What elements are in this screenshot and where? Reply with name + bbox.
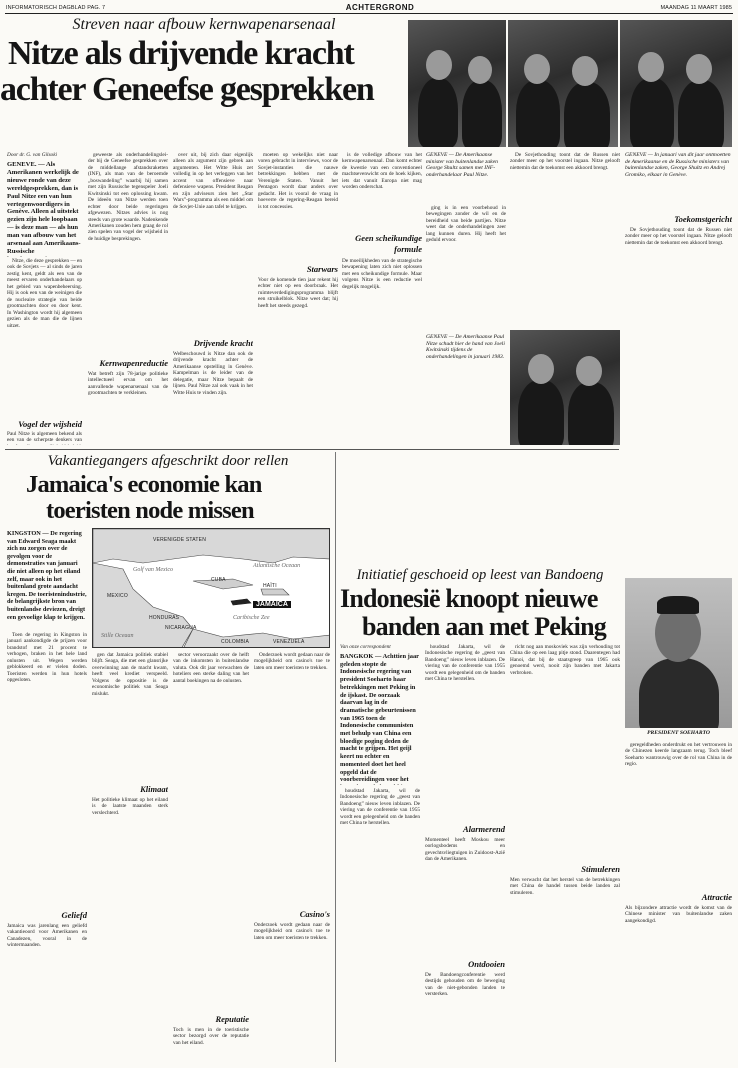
story2-subhead-klimaat: Klimaat (140, 784, 168, 794)
story3-subhead-ontdooien: Ontdooien (468, 959, 505, 969)
story1-col5: is de volledige afbouw van het kernwapenarsenaal. Dan komt echter de kwestie van een conventioneel machtsevenwicht om de hoek kijken, iets dat vanuit Europa niet mag worden onderschat. (342, 152, 422, 191)
story3-lead: BANGKOK — Achttien jaar geleden stopte de Indonesische regering van president Soeharto haar betrekkingen met Peking in de ijskast. De oorzaak daarvan lag in de dramatische gebeurtenissen van 1965 toen de Indonesische communisten met behulp van China een bloedige poging deden de macht te grijpen. Het geijl keert nu echter en momenteel doet het heel opgeld dat de voorbereidingen voor het (340, 653, 419, 784)
story3-subhead-stimuleren: Stimuleren (581, 864, 620, 874)
story1-col8: De Sovjethouding toont dat de Russen niet zonder meer op het voorstel ingaan. Nitze gelooft niettemin dat de toekomst een akkoord brengt. (625, 227, 732, 246)
section-title: ACHTERGROND (345, 3, 415, 12)
map-label-mexico: MEXICO (107, 593, 128, 599)
map-label-gulf: Golf van Mexico (133, 567, 173, 573)
map-label-venezuela: VENEZUELA (273, 639, 305, 645)
story1-title-line2: achter Geneefse gesprekken (0, 72, 374, 108)
photo-shultz-gromiko (620, 20, 732, 147)
map-label-nicaragua: NICARAGUA (165, 625, 197, 631)
story3-col3b: Men verwacht dat het herstel van de betrekkingen met China de handel tussen beide landen zal stimuleren. (510, 877, 620, 896)
story2-col1b: Jamaica was jarenlang een geliefd vakantieoord voor Amerikanen en Canadezen, vooral in de wintermaanden. (7, 923, 87, 949)
page-header-left: INFORMATORISCH DAGBLAD PAG. 7 (6, 5, 106, 11)
caption-shultz-gromiko: GENEVE — In januari van dit jaar ontmoetten de Amerikaanse en de Russische ministers van buitenlandse zaken, George Shultz en Andrej Gromiko, elkaar in Genève. (625, 152, 731, 178)
story1-bottom-rule (5, 449, 619, 450)
story2-col4b: Onderzoek wordt gedaan naar de mogelijkheid om casino's toe te laten om meer toeristen te trekken. (254, 922, 330, 941)
photo-nitze-handshake (510, 330, 620, 445)
page-date: MAANDAG 11 MAART 1985 (660, 5, 732, 11)
map-label-cuba: CUBA (211, 577, 226, 583)
story1-col7: De Sovjethouding toont dat de Russen niet zonder meer op het voorstel ingaan. Nitze gelooft niettemin dat de toekomst een akkoord brengt. (510, 152, 620, 171)
map-label-atlantic: Atlantische Oceaan (253, 563, 301, 569)
photo-geneva-delegation (508, 20, 618, 147)
story1-col1b: Paul Nitze is algemeen bekend als een van de scherpste denkers van (7, 431, 82, 444)
story2-subhead-casinos: Casino's (299, 909, 330, 919)
story3-col4b: Als bijzondere attractie wordt de komst van de Chinese minister van buitenlandse zaken aangekondigd. (625, 905, 732, 924)
story3-title-line2: banden aan met Peking (362, 613, 606, 641)
story2-col2b: Het politieke klimaat op het eiland is de laatste maanden sterk verslechterd. (92, 797, 168, 816)
story2-kicker: Vakantiegangers afgeschrikt door rellen (47, 453, 289, 469)
story1-subhead-vogel: Vogel der wijsheid (18, 419, 82, 429)
story3-byline: Van onze correspondent (340, 644, 391, 650)
map-label-caribbean-sea: Caribische Zee (233, 615, 270, 621)
story3-subhead-attractie: Attractie (701, 892, 732, 902)
photo-shultz-nitze (408, 20, 506, 147)
story1-col4: moeten op wekelijks niet naar voren gebracht in interviews, voor de Sovjet-instanties die nauwe betrekkingen hebben met de Verenigde Staten. Vanuit het Pentagon wordt daar anders over gedacht. Het is vooral de vraag in hoeverre de regering-Reagan bereid is tot concessies. (258, 152, 338, 210)
story1-subhead-geen-scheikundige-formule: Geen scheikundige formule (355, 233, 422, 254)
story2-title-line1: Jamaica's economie kan (26, 471, 262, 498)
story3-col2: houdstad Jakarta, wil de Indonesische regering de „geest van Bandoeng” nieuw leven inblazen. De viering van de conferentie van 1955 wordt een gelegenheid om de banden met China te herstellen. (425, 644, 505, 683)
story3-subhead-alarmerend: Alarmerend (462, 824, 505, 834)
story2-subhead-reputatie: Reputatie (215, 1014, 249, 1024)
story2-col3: sector veroorzaakt over de helft van de inkomsten in buitenlandse valuta. Ook dit jaar verwachten de hoteliers een sterke daling van het aantal boekingen na de onlusten. (173, 652, 249, 684)
story1-lead: GENEVE. — Als Amerikanen werkelijk de nieuwe ronde van deze wereldgesprekken, dan is Paul Nitze een van hun vertegenwoordigers in Genève. Alleen al uitstekt gezien zijn hele loopbaan — is deze man — als hun man van afbouw van het arsenaal aan Amerikaans-Russische (7, 161, 81, 255)
story3-col1: houdstad Jakarta, wil de Indonesische regering de „geest van Bandoeng” nieuw leven inblazen. De viering van de conferentie van 1955 wordt een gelegenheid om de banden met China te herstellen. (340, 788, 420, 827)
story3-col2c: De Bandoengconferentie werd destijds gehouden om de beweging van de niet-gebonden landen te versterken. (425, 972, 505, 998)
story2-col2: gen dat Jamaica politiek stabiel blijft. Seaga, die met een glansrijke overwinning aan de macht kwam, heeft veel krediet verspeeld. Volgens de oppositie is de economische politiek van Seaga mislukt. (92, 652, 168, 697)
map-label-haiti: HAÏTI (263, 583, 277, 589)
photo-president-soeharto (625, 578, 732, 728)
story2-subhead-geliefd: Geliefd (61, 910, 87, 920)
map-label-honduras: HONDURAS (149, 615, 180, 621)
story1-col3: over uit, bij zich daar eigenlijk alleen als argument zijn gebrek aan argumenten. Het Witte Huis zet volledig in op het verleggen van het accent van offensieve naar defensieve wapens. President Reagan en zijn adviseurs zien het „Star Wars”-programma als een middel om de Sovjet-Unie aan tafel te krijgen. (173, 152, 253, 210)
map-label-jamaica: JAMAICA (253, 601, 291, 608)
map-label-usa: VERENIGDE STATEN (153, 537, 207, 543)
story3-title-line1: Indonesië knoopt nieuwe (340, 585, 598, 613)
story1-col5b: De moeilijkheden van de strategische bewapening laten zich niet oplossen met een scheikundige formule. Maar volgens Nitze is een reductie wel degelijk mogelijk. (342, 258, 422, 290)
story1-subhead-starwars: Starwars (306, 264, 338, 274)
map-label-pacific: Stille Oceaan (101, 633, 134, 639)
story1-subhead-toekomstgericht: Toekomstgericht (674, 214, 732, 224)
story2-col1: Toen de regering in Kingston in januari aankondigde de prijzen voor brandstof met 21 procent te verhogen, braken in het hele land onlusten uit. Wegen werden geblokkeerd en er vielen doden. Toeristen werden in hun hotels opgesloten. (7, 632, 87, 684)
story1-subhead-kernwapenreductie: Kernwapenreductie (99, 358, 168, 368)
story3-col3: richt nog aan moskoviek was zijn verhouding tot China die op een laag pitje stond. Daarentegen had Hanoi, dat bij de staatsgreep van 1965 ook genoemd werd, nooit zijn banden met Jakarta verbroken. (510, 644, 620, 676)
story1-col6: ging is in een voorbehoud in bewegingen zonder de wil en de bereidheid van beide partijen. Nitze weet dat de onderhandelingen zeer lang kunnen duren. Hij heeft het geduld ervoor. (426, 205, 506, 244)
story2-col3c: Toch is men in de toeristische sector bezorgd over de reputatie van het eiland. (173, 1027, 249, 1046)
story1-subhead-drijvende-kracht: Drijvende kracht (193, 338, 253, 348)
story3-col4: geregeldheden onderdrukt en het vertrouwen in de Chinezen keerde langzaam terug. Toch bleef Soeharto wantrouwig over de rol van China in de regio. (625, 742, 732, 768)
story2-title-line2: toeristen node missen (46, 497, 254, 524)
story-divider (335, 452, 336, 1062)
story2-col4: Onderzoek wordt gedaan naar de mogelijkheid om casino's toe te laten om meer toeristen te trekken. (254, 652, 330, 671)
story3-kicker: Initiatief geschoeid op leest van Bandoeng (356, 567, 604, 583)
map-caribbean (92, 528, 330, 648)
story1-col2: geweeste als onderhandelingslei- der bij de Geneefse gesprekken over de middellange afstandsraketten (INF), als man van de beroemde „boswandeling” waarbij hij samen met zijn Russische tegenspeler Joeli Kwitsinski tot een oplossing kwam. De ideeën van Nitze werden toen echter door beide regeringen afgewezen. Nitzes advies is nog steeds van grote waarde. Nadenkende Amerikanen zouden hem graag de rol zien spelen van vogel der wijsheid in de huidige besprekingen. (88, 152, 168, 242)
caption-shultz-nitze: GENEVE — De Amerikaanse minister van buitenlandse zaken George Shultz samen met INF-onderhandelaar Paul Nitze. (426, 152, 498, 178)
story1-byline: Door dr. G. van Gilsoki (7, 152, 58, 158)
caption-nitze-kwitsinski: GENEVE — De Amerikaanse Paul Nitze schudt hier de hand van Joeli Kwitsinski tijdens de onderhandelingen in januari 1983. (426, 334, 505, 360)
header-rule (5, 13, 733, 14)
story1-col4b: Voor de komende tien jaar rekent hij echter niet op een doorbraak. Het ruimteverdedigingsprogramma blijft een struikelblok. Nitze weet dat; hij heeft het steeds gezegd. (258, 277, 338, 309)
story3-col2b: Momenteel heeft Moskou meer oorlogsbodems en gevechtsvliegtuigen in Zuidoost-Azië dan de Amerikanen. (425, 837, 505, 863)
story2-lead: KINGSTON — De regering van Edward Seaga maakt zich nu zorgen over de gevolgen voor de demonstraties van januari die niet alleen op het eiland zelf, maar ook in het buitenland grote aandacht kregen. De toeristenindustrie, de belangrijkste bron van buitenlandse deviezen, dreigt een gevoelige klap te krijgen. (7, 530, 87, 621)
story1-kicker: Streven naar afbouw kernwapenarsenaal (72, 16, 336, 33)
story1-col3b: Welbeschouwd is Nitze dan ook de drijvende kracht achter de Amerikaanse opstelling in Genève. Kampelman is de leider van de delegatie, maar Nitze bepaalt de lijnen. Paul Nitze zal ook vaak in het Witte Huis te vinden zijn. (173, 351, 253, 396)
map-label-colombia: COLOMBIA (221, 639, 249, 645)
story1-col2b: Wat betreft zijn 78-jarige politieke intellectueel ervan om het aanvallende wapenarsenaal van de grootmachten te verkleinen. (88, 371, 168, 397)
story1-title-line1: Nitze als drijvende kracht (8, 36, 354, 72)
story1-col1: Nitze, die deze gesprekken — en ook de Sovjets — al sinds de jaren zestig kent, geldt als een van de meest ervaren onderhandelaars op het gebied van wapenbeheersing. Hij is ook een van de weinigen die de nucleaire strategie van beide grootmachten door en door kent. In Washington wordt hij algemeen gezien als de man die de lijnen uitzet. (7, 258, 82, 329)
caption-soeharto: PRESIDENT SOEHARTO (647, 730, 710, 736)
